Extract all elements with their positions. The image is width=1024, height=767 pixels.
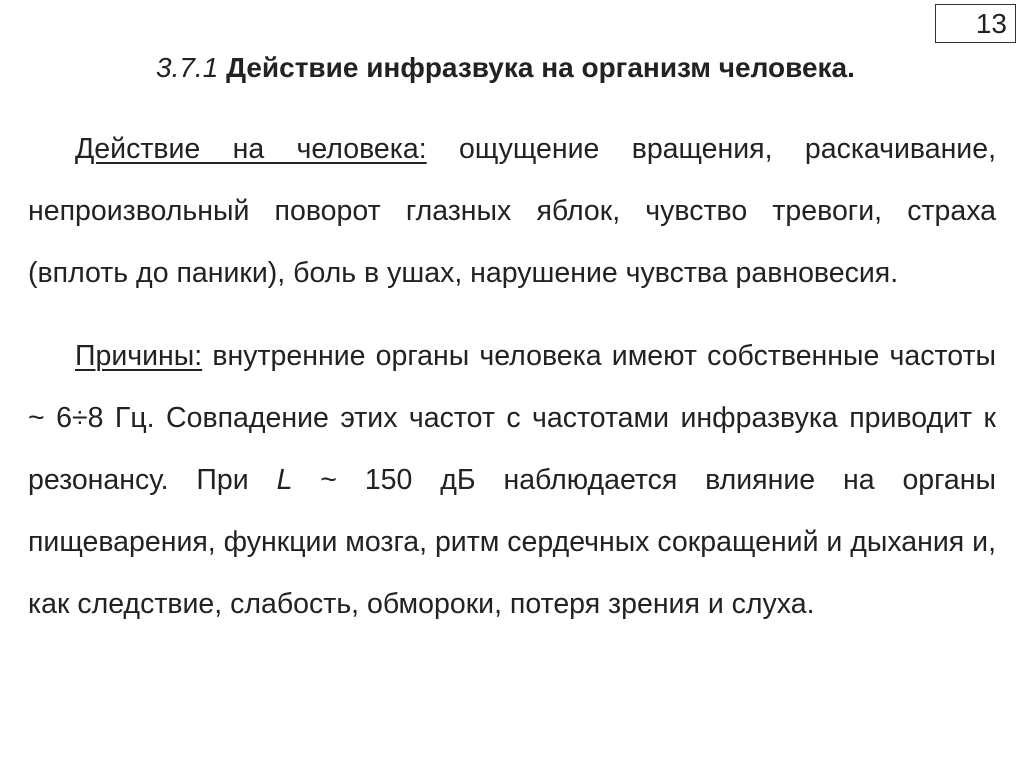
effects-label: Действие на человека: [75, 133, 427, 165]
level-symbol: L [276, 464, 293, 496]
section-number: 3.7.1 [156, 52, 219, 83]
title-text: Действие инфразвука на организм человека. [226, 52, 855, 83]
page-number: 13 [935, 4, 1016, 43]
paragraph-causes [28, 325, 996, 635]
slide-title [156, 48, 855, 88]
causes-text-b: ~ 150 дБ наблюдается влияние на органы пищеварения, функции мозга, ритм сердечных сокращений и дыхания и, как следствие, слабость, обмороки, потеря зрения и слуха. [28, 464, 996, 620]
causes-label: Причины: [75, 340, 203, 372]
effects-text: ощущение вращения, раскачивание, непроизвольный поворот глазных яблок, чувство тревоги, страха (вплоть до паники), боль в ушах, нарушение чувства равновесия. [28, 133, 996, 289]
causes-text-a: внутренние органы человека имеют собственные частоты ~ 6÷8 Гц. Совпадение этих частот с частотами инфразвука приводит к резонансу. При [28, 340, 996, 496]
paragraph-effects [28, 118, 996, 304]
